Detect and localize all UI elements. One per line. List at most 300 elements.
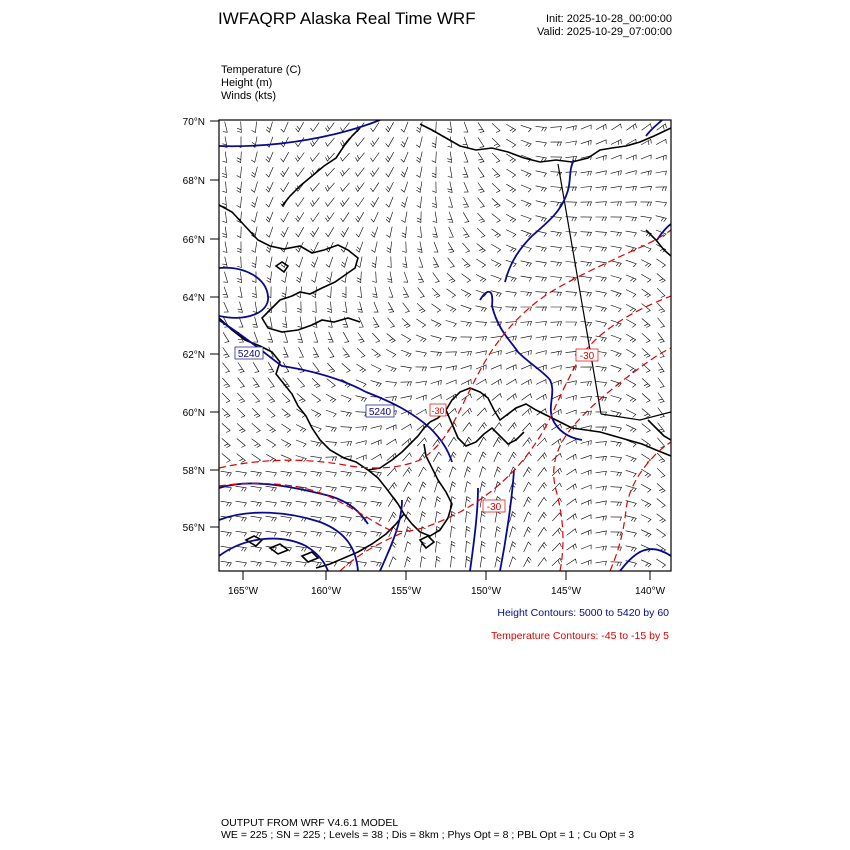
wind-barb	[449, 227, 454, 237]
wind-barb	[477, 213, 484, 223]
wind-barb	[566, 292, 577, 297]
wind-barb	[581, 247, 592, 252]
wind-barb	[223, 152, 227, 163]
model-info-line2: WE = 225 ; SN = 225 ; Levels = 38 ; Dis = 8km ; Phys Opt = 8 ; PBL Opt = 1 ; Cu Opt = 3	[221, 829, 635, 841]
wind-barb	[431, 380, 442, 385]
wind-barb	[432, 227, 437, 238]
wind-barb	[326, 457, 337, 461]
wind-barb	[465, 512, 470, 523]
wind-barb	[551, 277, 562, 282]
wind-barb	[641, 560, 651, 567]
wind-barb	[222, 393, 230, 403]
wind-barb	[387, 272, 392, 283]
wind-barb	[596, 276, 607, 282]
wind-barb	[448, 197, 452, 208]
wind-barb	[405, 557, 411, 568]
wind-barb	[356, 501, 367, 506]
wind-barb	[626, 394, 636, 402]
wind-barb	[386, 349, 396, 357]
wind-barb	[611, 472, 622, 477]
wind-barb	[641, 274, 650, 282]
wind-barb	[463, 137, 468, 147]
wind-barb	[581, 291, 592, 296]
wind-barb	[268, 317, 272, 328]
wind-barb	[281, 167, 289, 176]
wind-barb	[626, 319, 636, 327]
wind-barb	[626, 455, 636, 462]
wind-barb	[252, 317, 257, 328]
wind-barb	[326, 442, 337, 447]
wind-barb	[566, 440, 576, 445]
wind-barb	[491, 275, 501, 282]
wind-barb	[251, 197, 257, 208]
wind-barb	[238, 287, 242, 298]
wind-barb	[626, 470, 636, 477]
wind-barb	[491, 336, 502, 340]
wind-barb	[491, 365, 501, 369]
wind-barb	[416, 167, 422, 178]
wind-barb	[311, 183, 320, 191]
wind-barb	[551, 322, 562, 326]
wind-barb	[464, 152, 468, 162]
wind-barb	[236, 486, 247, 491]
wind-barb	[371, 227, 378, 237]
wind-barb	[521, 276, 532, 282]
wind-barb	[641, 515, 651, 523]
wind-barb	[356, 427, 367, 431]
wind-barb	[477, 394, 487, 401]
wind-barb	[476, 259, 485, 267]
temperature-label-text: -30	[579, 351, 595, 362]
wind-barb	[266, 561, 277, 566]
wind-barb	[450, 482, 456, 493]
wind-barb	[581, 367, 592, 371]
wind-barb	[551, 187, 562, 192]
wind-barb	[461, 305, 471, 312]
wind-barb	[371, 182, 380, 191]
height-contour-label	[366, 405, 394, 418]
wind-barb	[627, 124, 637, 130]
wind-barb	[626, 275, 636, 282]
wind-barb	[281, 439, 291, 447]
wind-barb	[237, 242, 241, 253]
wind-barb	[418, 272, 424, 282]
wind-barb	[478, 167, 484, 177]
wind-barb	[327, 302, 331, 313]
longitude-axis	[228, 571, 666, 597]
wind-barb	[252, 257, 257, 268]
wind-barb	[224, 302, 229, 312]
wind-barb	[480, 542, 485, 553]
wind-barb	[596, 381, 607, 386]
wind-barb	[389, 287, 393, 297]
wind-barb	[403, 482, 411, 492]
wind-barb	[495, 482, 501, 493]
wind-barb	[448, 437, 456, 446]
lat-label: 60°N	[182, 408, 205, 419]
lat-label: 66°N	[182, 235, 205, 246]
wind-barb	[237, 167, 242, 178]
wind-barb	[478, 183, 484, 193]
wind-barb	[506, 230, 516, 238]
wind-barb	[386, 137, 394, 147]
wind-barb	[626, 260, 636, 267]
wind-barb	[537, 453, 546, 461]
wind-barb	[251, 212, 257, 223]
wind-barb	[552, 498, 561, 506]
wind-barb	[386, 197, 393, 207]
wind-barb	[552, 439, 562, 446]
wind-barb	[596, 427, 607, 431]
wind-barb	[326, 257, 333, 267]
lon-tick	[635, 571, 666, 597]
wind-barb	[658, 408, 665, 418]
wind-barb	[581, 187, 592, 191]
wind-barb	[431, 395, 441, 400]
wind-barb	[551, 409, 561, 415]
wind-barb	[566, 232, 577, 237]
wind-barb	[538, 527, 547, 536]
wind-barb	[581, 470, 591, 475]
wind-barb	[611, 276, 622, 282]
wind-barb	[402, 318, 410, 327]
wind-barb	[551, 127, 562, 131]
wind-barb	[341, 395, 351, 402]
wind-barb	[327, 363, 334, 373]
wind-barb	[462, 243, 469, 253]
wind-barb	[566, 322, 577, 326]
wind-barb	[461, 337, 472, 341]
wind-barbs	[221, 122, 667, 568]
height-label-text: 5240	[368, 407, 392, 418]
wind-barb	[566, 202, 577, 206]
wind-barb	[432, 304, 441, 313]
lat-label: 70°N	[182, 117, 205, 128]
wind-barb	[656, 139, 666, 144]
wind-barb	[416, 122, 422, 133]
wind-barb	[641, 500, 651, 508]
wind-barb	[402, 242, 406, 253]
wind-barb	[268, 362, 274, 372]
wind-barb	[325, 168, 334, 176]
wind-barb	[401, 212, 407, 223]
wind-barb	[283, 347, 288, 357]
wind-barb	[596, 442, 607, 446]
wind-barb	[386, 122, 394, 132]
wind-barb	[281, 561, 292, 566]
wind-barb	[658, 363, 664, 373]
wind-barb	[326, 531, 337, 536]
wind-barb	[343, 302, 347, 313]
wind-barb	[536, 351, 547, 355]
wind-barb	[252, 423, 260, 432]
wind-barb	[372, 349, 381, 358]
wind-barb	[297, 378, 304, 388]
wind-barb	[566, 381, 577, 385]
wind-barb	[417, 197, 422, 208]
wind-barb	[388, 302, 394, 312]
wind-barb	[581, 545, 591, 549]
wind-barb	[222, 212, 226, 223]
wind-barb	[372, 257, 377, 268]
wind-barb	[551, 246, 562, 251]
wind-barb	[611, 335, 621, 342]
wind-barb	[341, 411, 352, 417]
wind-barb	[506, 139, 515, 147]
wind-barb	[371, 381, 382, 387]
wind-barb	[611, 231, 622, 236]
wind-barb	[298, 332, 303, 343]
wind-barb	[581, 396, 592, 400]
lat-tick	[183, 466, 219, 477]
wind-barb	[536, 216, 547, 222]
wind-barb	[431, 336, 442, 342]
wind-barb	[223, 363, 230, 373]
wind-barb	[642, 409, 650, 418]
wind-barb	[432, 167, 436, 178]
wind-barb	[325, 183, 334, 191]
wind-barb	[641, 454, 650, 462]
wind-barb	[341, 168, 350, 176]
wind-barb	[326, 516, 337, 521]
wind-barb	[386, 152, 394, 162]
wind-barb	[446, 320, 457, 327]
wind-barb	[642, 319, 650, 328]
wind-barb	[401, 366, 412, 372]
wind-barb	[596, 471, 607, 475]
wind-barb	[238, 302, 243, 313]
wind-barb	[237, 197, 242, 208]
wind-barb	[237, 423, 245, 432]
wind-barb	[464, 452, 471, 462]
wind-barb	[296, 425, 306, 433]
wind-barb	[566, 351, 577, 355]
wind-barb	[642, 393, 650, 402]
wind-barb	[402, 453, 411, 461]
wind-barb	[311, 213, 320, 222]
wind-barb	[536, 171, 547, 177]
wind-barb	[524, 497, 532, 507]
wind-barb	[657, 453, 665, 463]
wind-barb	[401, 152, 408, 162]
wind-barb	[341, 212, 349, 221]
wind-barb	[657, 499, 666, 508]
wind-barb	[237, 152, 242, 163]
wind-barb	[552, 453, 562, 460]
wind-barb	[296, 546, 307, 551]
wind-barb	[417, 438, 426, 446]
wind-barb	[611, 502, 622, 506]
wind-barb	[461, 290, 471, 298]
wind-barb	[251, 561, 262, 566]
wind-barb	[566, 454, 576, 460]
wind-barb	[401, 350, 411, 357]
wind-barb	[626, 171, 637, 175]
wind-barb	[596, 140, 606, 144]
wind-barb	[521, 379, 531, 385]
lon-label: 160°W	[310, 586, 342, 597]
wind-barb	[524, 542, 532, 552]
lat-tick	[183, 235, 219, 246]
wind-barb	[252, 242, 257, 253]
wind-barb	[581, 515, 591, 520]
wind-barb	[642, 289, 651, 298]
wind-barb	[416, 381, 427, 385]
wind-barb	[387, 334, 396, 343]
wind-barb	[507, 394, 517, 401]
wind-barb	[492, 198, 500, 207]
wind-barb	[296, 122, 304, 132]
wind-barb	[480, 482, 486, 493]
wind-barb	[431, 320, 441, 327]
wind-barb	[611, 487, 622, 491]
wind-barb	[566, 156, 577, 161]
wind-barb	[386, 167, 394, 177]
wind-barb	[251, 167, 257, 178]
height-contours-note: Height Contours: 5000 to 5420 by 60	[497, 607, 669, 619]
wind-barb	[464, 122, 468, 132]
wind-barb	[223, 287, 228, 297]
wind-barb	[446, 305, 456, 313]
wind-barb	[343, 348, 350, 358]
wind-barb	[313, 347, 319, 357]
latitude-axis	[183, 117, 219, 534]
wind-barb	[523, 438, 532, 447]
wind-barb	[446, 336, 457, 341]
wind-barb	[566, 469, 576, 475]
wind-barb	[596, 186, 607, 191]
wind-barb	[326, 501, 337, 506]
wind-barb	[463, 423, 472, 432]
wind-barb	[281, 182, 289, 191]
wind-barb	[478, 122, 484, 132]
wind-barb	[611, 365, 621, 372]
wind-barb	[461, 351, 472, 356]
wind-barb	[626, 290, 636, 298]
wind-barb	[401, 137, 408, 147]
wind-barb	[371, 546, 382, 551]
wind-barb	[416, 367, 427, 371]
wind-barb	[371, 138, 380, 147]
wind-barb	[298, 317, 302, 328]
height-label-text: 5240	[237, 349, 261, 360]
wind-barb	[506, 245, 516, 252]
wind-barb	[254, 332, 258, 342]
wind-barb	[296, 257, 303, 267]
wind-barb	[341, 183, 350, 191]
wind-barb	[626, 531, 637, 537]
wind-barb	[596, 546, 607, 551]
wind-barb	[462, 408, 472, 416]
wind-barb	[626, 304, 636, 312]
wind-barb	[311, 561, 322, 566]
wind-barb	[222, 182, 226, 193]
valid-time: Valid: 2025-10-29_07:00:00	[537, 26, 672, 38]
wind-barb	[611, 186, 622, 190]
wind-barb	[401, 424, 411, 430]
wind-barb	[432, 288, 440, 297]
wind-barb	[311, 501, 322, 506]
wind-barb	[419, 257, 423, 267]
wind-barb	[253, 378, 260, 388]
wind-barb	[447, 152, 452, 163]
wind-barb	[266, 167, 273, 177]
wind-barb	[551, 231, 562, 236]
wind-barb	[656, 187, 667, 191]
wind-barb	[466, 527, 471, 538]
wind-barb	[538, 558, 547, 567]
wind-barb	[477, 408, 486, 416]
wind-barb	[463, 197, 469, 207]
wind-barb	[221, 561, 232, 566]
wind-barb	[341, 427, 352, 431]
wind-barb	[463, 167, 468, 177]
wind-barb	[355, 153, 364, 162]
wind-barb	[611, 124, 621, 130]
wind-barb	[524, 557, 532, 567]
wind-barb	[551, 261, 562, 266]
wind-barb	[492, 394, 502, 401]
wind-barb	[626, 186, 637, 191]
wind-barb	[326, 394, 336, 402]
wind-barb	[341, 257, 347, 268]
wind-barb	[446, 352, 457, 356]
wind-barb	[522, 423, 531, 431]
wind-barb	[297, 302, 301, 313]
wind-barb	[596, 306, 607, 312]
wind-barb	[581, 485, 591, 489]
wind-barb	[314, 332, 318, 342]
wind-barb	[476, 306, 487, 312]
wind-barb	[551, 142, 562, 146]
wind-barb	[522, 394, 532, 400]
wind-barb	[356, 455, 366, 460]
wind-barb	[356, 380, 366, 387]
lon-label: 145°W	[550, 586, 582, 597]
wind-barb	[223, 242, 227, 253]
wind-barb	[326, 426, 337, 432]
wind-barb	[296, 153, 305, 162]
wind-barb	[238, 363, 244, 373]
wind-barb	[448, 242, 454, 252]
wind-barb	[236, 516, 247, 521]
wind-barb	[251, 516, 262, 521]
wind-barb	[357, 348, 365, 357]
wind-barb	[416, 395, 426, 400]
wind-barb	[416, 335, 426, 342]
wind-barb	[611, 532, 622, 536]
wind-barb	[506, 379, 516, 385]
wind-barb	[506, 154, 515, 163]
wind-barb	[417, 303, 425, 312]
wind-barb	[326, 138, 335, 146]
wind-barb	[313, 363, 320, 373]
wind-barb	[641, 216, 652, 221]
wind-barb	[281, 471, 292, 476]
wind-barb	[281, 227, 288, 237]
temperature-contour-label	[430, 404, 446, 416]
wind-barb	[326, 227, 334, 236]
wind-barb	[236, 561, 247, 566]
wind-barb	[506, 184, 515, 192]
wind-barb	[252, 454, 261, 463]
wind-barb	[252, 122, 257, 133]
wind-barb	[238, 378, 245, 388]
wind-barb	[508, 452, 516, 462]
lat-tick	[183, 117, 219, 128]
wind-barb	[341, 198, 350, 207]
wind-barb	[357, 272, 361, 283]
